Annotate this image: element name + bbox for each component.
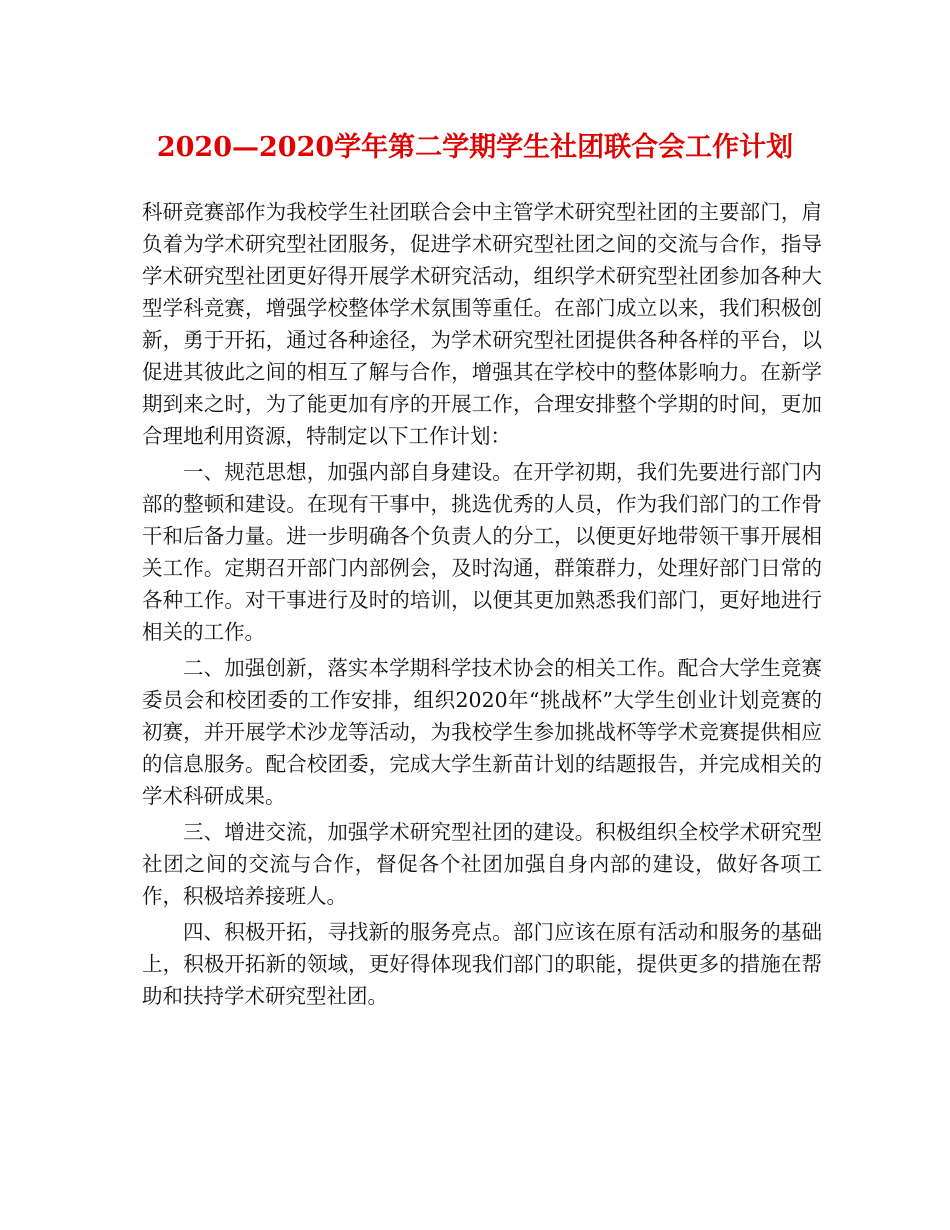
- section-one-paragraph: 一、规范思想，加强内部自身建设。在开学初期，我们先要进行部门内部的整顿和建设。在现有干事中，挑选优秀的人员，作为我们部门的工作骨干和后备力量。进一步明确各个负责人的分工，以便更好地带领干事开展相关工作。定期召开部门内部例会，及时沟通，群策群力，处理好部门日常的各种工作。对干事进行及时的培训，以便其更加熟悉我们部门，更好地进行相关的工作。: [142, 460, 822, 644]
- section-two-paragraph: 二、加强创新，落实本学期科学技术协会的相关工作。配合大学生竞赛委员会和校团委的工作安排，组织2020年“挑战杯”大学生创业计划竞赛的初赛，并开展学术沙龙等活动，为我校学生参加挑战杯等学术竞赛提供相应的信息服务。配合校团委，完成大学生新苗计划的结题报告，并完成相关的学术科研成果。: [142, 656, 822, 808]
- document-title: 2020—2020学年第二学期学生社团联合会工作计划: [156, 132, 794, 163]
- document-body: [142, 196, 822, 1016]
- section-three-paragraph: 三、增进交流，加强学术研究型社团的建设。积极组织全校学术研究型社团之间的交流与合作，督促各个社团加强自身内部的建设，做好各项工作，积极培养接班人。: [142, 820, 822, 908]
- section-four-paragraph: 四、积极开拓，寻找新的服务亮点。部门应该在原有活动和服务的基础上，积极开拓新的领域，更好得体现我们部门的职能，提供更多的措施在帮助和扶持学术研究型社团。: [142, 920, 822, 1008]
- intro-paragraph: 科研竞赛部作为我校学生社团联合会中主管学术研究型社团的主要部门，肩负着为学术研究型社团服务，促进学术研究型社团之间的交流与合作，指导学术研究型社团更好得开展学术研究活动，组织学术研究型社团参加各种大型学科竞赛，增强学校整体学术氛围等重任。在部门成立以来，我们积极创新，勇于开拓，通过各种途径，为学术研究型社团提供各种各样的平台，以促进其彼此之间的相互了解与合作，增强其在学校中的整体影响力。在新学期到来之时，为了能更加有序的开展工作，合理安排整个学期的时间，更加合理地利用资源，特制定以下工作计划：: [142, 200, 822, 448]
